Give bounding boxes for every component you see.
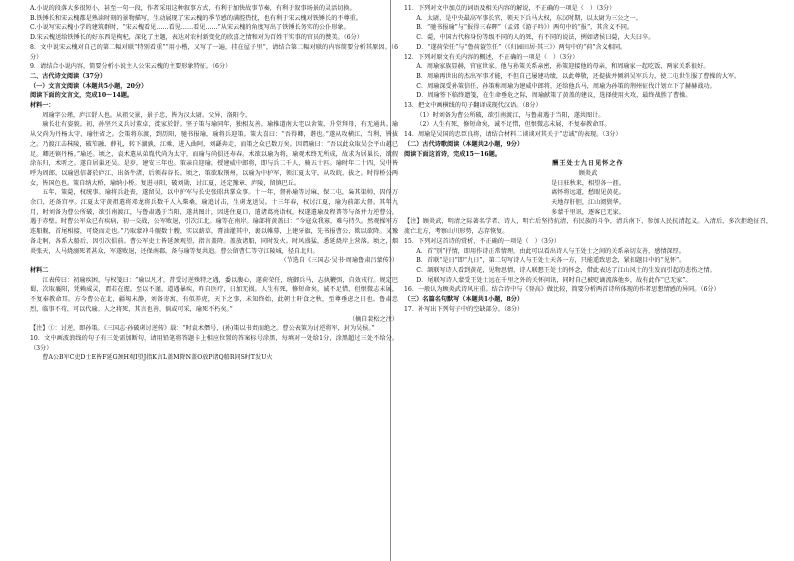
source-citation: （节选自《三国志·吴书·周瑜鲁肃吕蒙传》）	[280, 257, 398, 265]
instructions: 阅读下面这首诗，完成15～16题。	[404, 150, 501, 158]
q15-option: B．首联“是日”即“九日”，第二句写诗人与王处士天各一方，只能遥致思念，紧扣题目中的“见怀”。	[416, 257, 686, 265]
material-2-para: 江表传曰：初瑜疾困，与权笺曰：“瑜以凡才，昔受讨逆殊特之遇，委以腹心，遂荷荣任，统御兵马，志执鞭弭，自效戎行。规定巴蜀，次取襄阳，凭赖威灵，谓若在握。至以不谨，道遇暴疾，昨自医疗，日加无损。人生有死，修短命矣，诚不足惜，但恨微志未展，不复奉教命耳。方今曹公在北，疆埸未静，刘备寄寓，有似养虎，天下之事，未知终始，此朝士旰食之秋，至尊垂虑之日也。鲁肃忠烈，临事不苟，可以代瑜。人之将死，其言也善，倘或可采，瑜死不朽矣。”	[30, 276, 398, 313]
q11-option: D．“遂荷荣任”与“鲁荷蓑笠任”（《归园田居·其三》）两句中的“荷”含义相同。	[416, 43, 627, 51]
option-b: B.铁锤长和宋云槐都是熟读时刻的景物描写，生动展现了宋云槐的季节感的满腔热忱，也有利于宋云槐对铁锤长的不尊重。	[30, 14, 362, 22]
q12-option: C．周瑜深受孙策信任，孙策称周瑜为建威中郎将，还给他兵马，周瑜为孙策的荆州征伐计划立下了赫赫战功。	[416, 82, 716, 90]
q15-option: A．首“别”抒情，即用作诗正常情理，由此可以看出诗人与王处士之间的关系亲切友善，感情深厚。	[416, 247, 685, 255]
q12-option: A．周瑜家族显赫，官宦世家。他与孙策关系亲密，孙策迎接他的母亲，和周瑜家一起吃饭，两家关系很好。	[416, 63, 710, 71]
q13-part-2: （2）人生有死，修短命矣，诚不足惜，但恨微志未展，不复奉教命耳。	[416, 121, 611, 129]
footnote: 【注】①：讨逆，即孙策。《三国志·孙破虏讨逆传》载：“时袁术僭号，(孙)策以书责而绝之。曹公表策为讨逆将军，封为吴侯。”	[30, 325, 375, 333]
poem-note: 【注】顾炎武，明清之际著名学者、诗人，明亡后坚持抗清，有民族的斗争，清兵南下，参加人民抗清起义。入清后，多次拒绝征召，流亡北方，考察山川形势，志存恢复。	[404, 218, 772, 236]
source-citation: （摘自裴松之注）	[348, 315, 398, 323]
question-17: 17．补写出下列句子中的空缺部分。（8分）	[404, 305, 524, 313]
question-16: 16．一般认为顾炎武诗风庄重。结合诗中与《登高》做比较，简要分析两首诗所体现的作者思想情感的异同。（6分）	[404, 286, 720, 294]
subsection-heading: （一）文言文阅读（本题共5小题，20分）	[30, 82, 148, 90]
question-12: 12．下列对原文有关内容的概述，不正确的一项是（ ）（3分）	[404, 53, 579, 61]
material-1-para: 瑜长壮有姿貌。初，孙坚兴义兵讨董卓，徙家於舒。坚子策与瑜同年，独相友善。瑜推道南大宅以舍策，升堂拜母，有无通共。瑜从父尚为丹杨太守，瑜往省之。会策将东渡，到历阳，驰书报瑜，瑜将兵迎策。策大喜曰：“吾得卿，谐也。”遂从攻横江、当利，皆拔之。乃渡江击秣陵，破笮融、薛礼，转下湖孰、江乘，进入曲阿，刘繇奔走，而策之众已数万矣。因谓瑜曰：“吾以此众取吴会平山越已足。卿还镇丹杨。”瑜还。顷之，袁术遣从弟胤代尚为太守，而瑜与尚俱还寿春。术欲以瑜为将，瑜观术终无所成，故求为居巢长，欲假涂东归，术听之。遂自居巢还吴。是岁，建安三年也。策亲自迎瑜，授建威中郎将，即与兵二千人，骑五十匹。瑜时年二十四，吴中皆呼为周郎。以瑜恩信著於庐江，出备牛渚，后领春谷长。顷之，策欲取荆州，以瑜为中护军，领江夏太守，从攻皖，拔之。时得桥公两女，皆国色也。策自纳大桥，瑜纳小桥。复进寻阳，破刘勋，讨江夏，还定豫章、庐陵，留镇巴丘。	[30, 121, 398, 187]
subsection-heading: （三）名篇名句默写（本题共1小题，8分）	[404, 296, 524, 304]
q15-option: C．颔联写诗人看到黄花，见物思情，诗人联想王处士的怀念，借此表达了江山风土的生发而引起的悲伤之情。	[416, 266, 716, 274]
question-10-sentence: 曹A公B军C吏D士E皆F延G颈H观I望J指K言L盖M降N盖O放P诸Q船R同S时T发U火	[42, 354, 273, 362]
instructions: 阅读下面的文言文，完成10～14题。	[30, 92, 134, 100]
question-13: 13．把文中画横线的句子翻译成现代汉语。（8分）	[404, 102, 542, 110]
question-11: 11．下列对文中加点的词语及相关内容的解说，不正确的一项是（ ）（3分）	[404, 5, 616, 12]
q12-option: B．周瑜再世出的杰出军事才能，不但自己屡建功绩，以此尊敬，还提拔并倾斜吴军兵力，使二屯世生服了曹操的大军。	[416, 72, 741, 80]
q11-option: A．太尉，是中央最高军事长官，领天下兵马大权，东汉时期，以太尉为三公之一。	[416, 14, 642, 22]
material-1-label: 材料一：	[30, 102, 55, 110]
poem-line: 是日驻秋来，相望各一涯。	[551, 179, 625, 187]
section-heading: 二、古代诗文阅读（37分）	[30, 72, 107, 80]
right-column	[404, 4, 772, 315]
poem-line: 天地存肝胆，江山阅鬓华。	[551, 199, 625, 207]
material-2-label: 材料二	[30, 266, 49, 274]
question-10: 10．文中画波浪线的句子有三处需加断句，请用铅笔将答题卡上相应位置的答案标号涂黑，每填对一处给1分，涂黑超过三处不给分。（3分）	[30, 334, 398, 352]
poem-title: 酬王处士九日见怀之作	[552, 160, 624, 168]
option-c: C.小说写宋云槐小学的建筑群时，“宋云槐看见……看见……看见……”从宋云槐的角度写出了铁锤长务实的公仆形象。	[30, 24, 350, 32]
poem-author: 顾炎武	[578, 169, 598, 177]
question-15: 15．下列对这首诗的赏析，不正确的一项是（ ）（3分）	[404, 237, 561, 245]
q11-option: C．薨，中国古代称身份等级不同的人的死，有不同的说法，例如诸侯曰薨，大夫曰卒。	[416, 34, 655, 42]
option-d: D.宋云槐送给铁锤长的好东西是枸杞，深化了主题，表达对农村新变化的欣喜之情和对为百姓干实事的官员的赞美。（6分）	[30, 34, 363, 42]
material-1-para: 周瑜字公瑾，庐江舒人也。从祖父景，景子忠，皆为汉太尉。父异，洛阳令。	[42, 111, 252, 119]
question-8: 8．文中说宋云槐对自己的第二幅对联“特别看重”“用小楷，又写了一遍，挂在屋子里”，请结合第二幅对联的内容简要分析其原因。（6分）	[30, 43, 398, 61]
question-9: 9．请结合小说内容，简要分析小说主人公宋云槐的主要形象特征。（6分）	[30, 63, 232, 71]
subsection-heading: （二）古代诗歌阅读（本题共2小题，9分）	[404, 140, 524, 148]
q11-option: B．“驰书报瑜”与“报得三春晖”（孟郊《游子吟》）两句中的“报”，其含义不同。	[416, 24, 634, 32]
q13-part-1: （1）时刘备为曹公所破，欲引南渡江，与鲁肃遇于当阳，遂共图计。	[416, 111, 605, 119]
option-a: A.小说的段落大多很短小，甚至一句一段，作者采用这种叙事方式，有利于加快故事节奏，有利于叙事场景的灵活切换。	[30, 5, 356, 12]
poem-line: 多蒙千里讯，逐客已无家。	[551, 208, 625, 216]
q15-option: D．尾联写诗人蒙受王处士远在千里之外的关怀问讯，同时自己被贬谪流落他乡，故有此作“已无家”。	[416, 276, 692, 284]
left-column	[30, 4, 398, 363]
question-14: 14．周瑜是吴国的忠臣良将，请结合材料二谈谈对其关于“忠诚”的表现。（3分）	[404, 131, 622, 139]
q12-option: D．周瑜签下临终遗笺，在生命垂危之际，周瑜献策了黄盖的建议，选择使用火攻，最终战胜了曹操。	[416, 92, 692, 100]
material-1-para: 五年，策薨，权统事。瑜将兵赴丧，遂留吴，以中护军与长史张昭共掌众事。十一年，督孙瑜等讨麻、保二屯，枭其渠帅，囚俘万余口，还备宫亭。江夏太守黄祖遣将邓龙将兵数千人入柴桑，瑜追讨击，生虏龙送吴。十三年春，权讨江夏，瑜为前部大督。其年九月，时刘备为曹公所破，欲引南渡江，与鲁肃遇于当阳，遂共图计，因进住夏口，遣诸葛亮诣权，权遂遣瑜及程普等与备并力逆曹公，遇于赤壁。时曹公军众已有疾病，初一交战，公军败退，引次江北。瑜等在南岸。瑜部将黄盖曰：“今寇众我寡，难与持久。然观操军方连船舰，首尾相接，可烧而走也。”乃取蒙冲斗舰数十艘，实以薪草，膏油灌其中，裹以帷幕，上建牙旗，先书报曹公，欺以欲降。又豫备走舸，各系大船后，因引次俱前。曹公军吏士皆延颈观望，指言盖降。盖放诸船，同时发火。时风盛猛，悉延烧岸上营落。顷之，烟炎张天，人马烧溺死者甚众，军遂败退，还保南郡。备与瑜等复共追。曹公留曹仁等守江陵城，径自北归。	[30, 189, 398, 255]
poem-line: 离怀将远道，愁眼见黄花。	[551, 189, 625, 197]
